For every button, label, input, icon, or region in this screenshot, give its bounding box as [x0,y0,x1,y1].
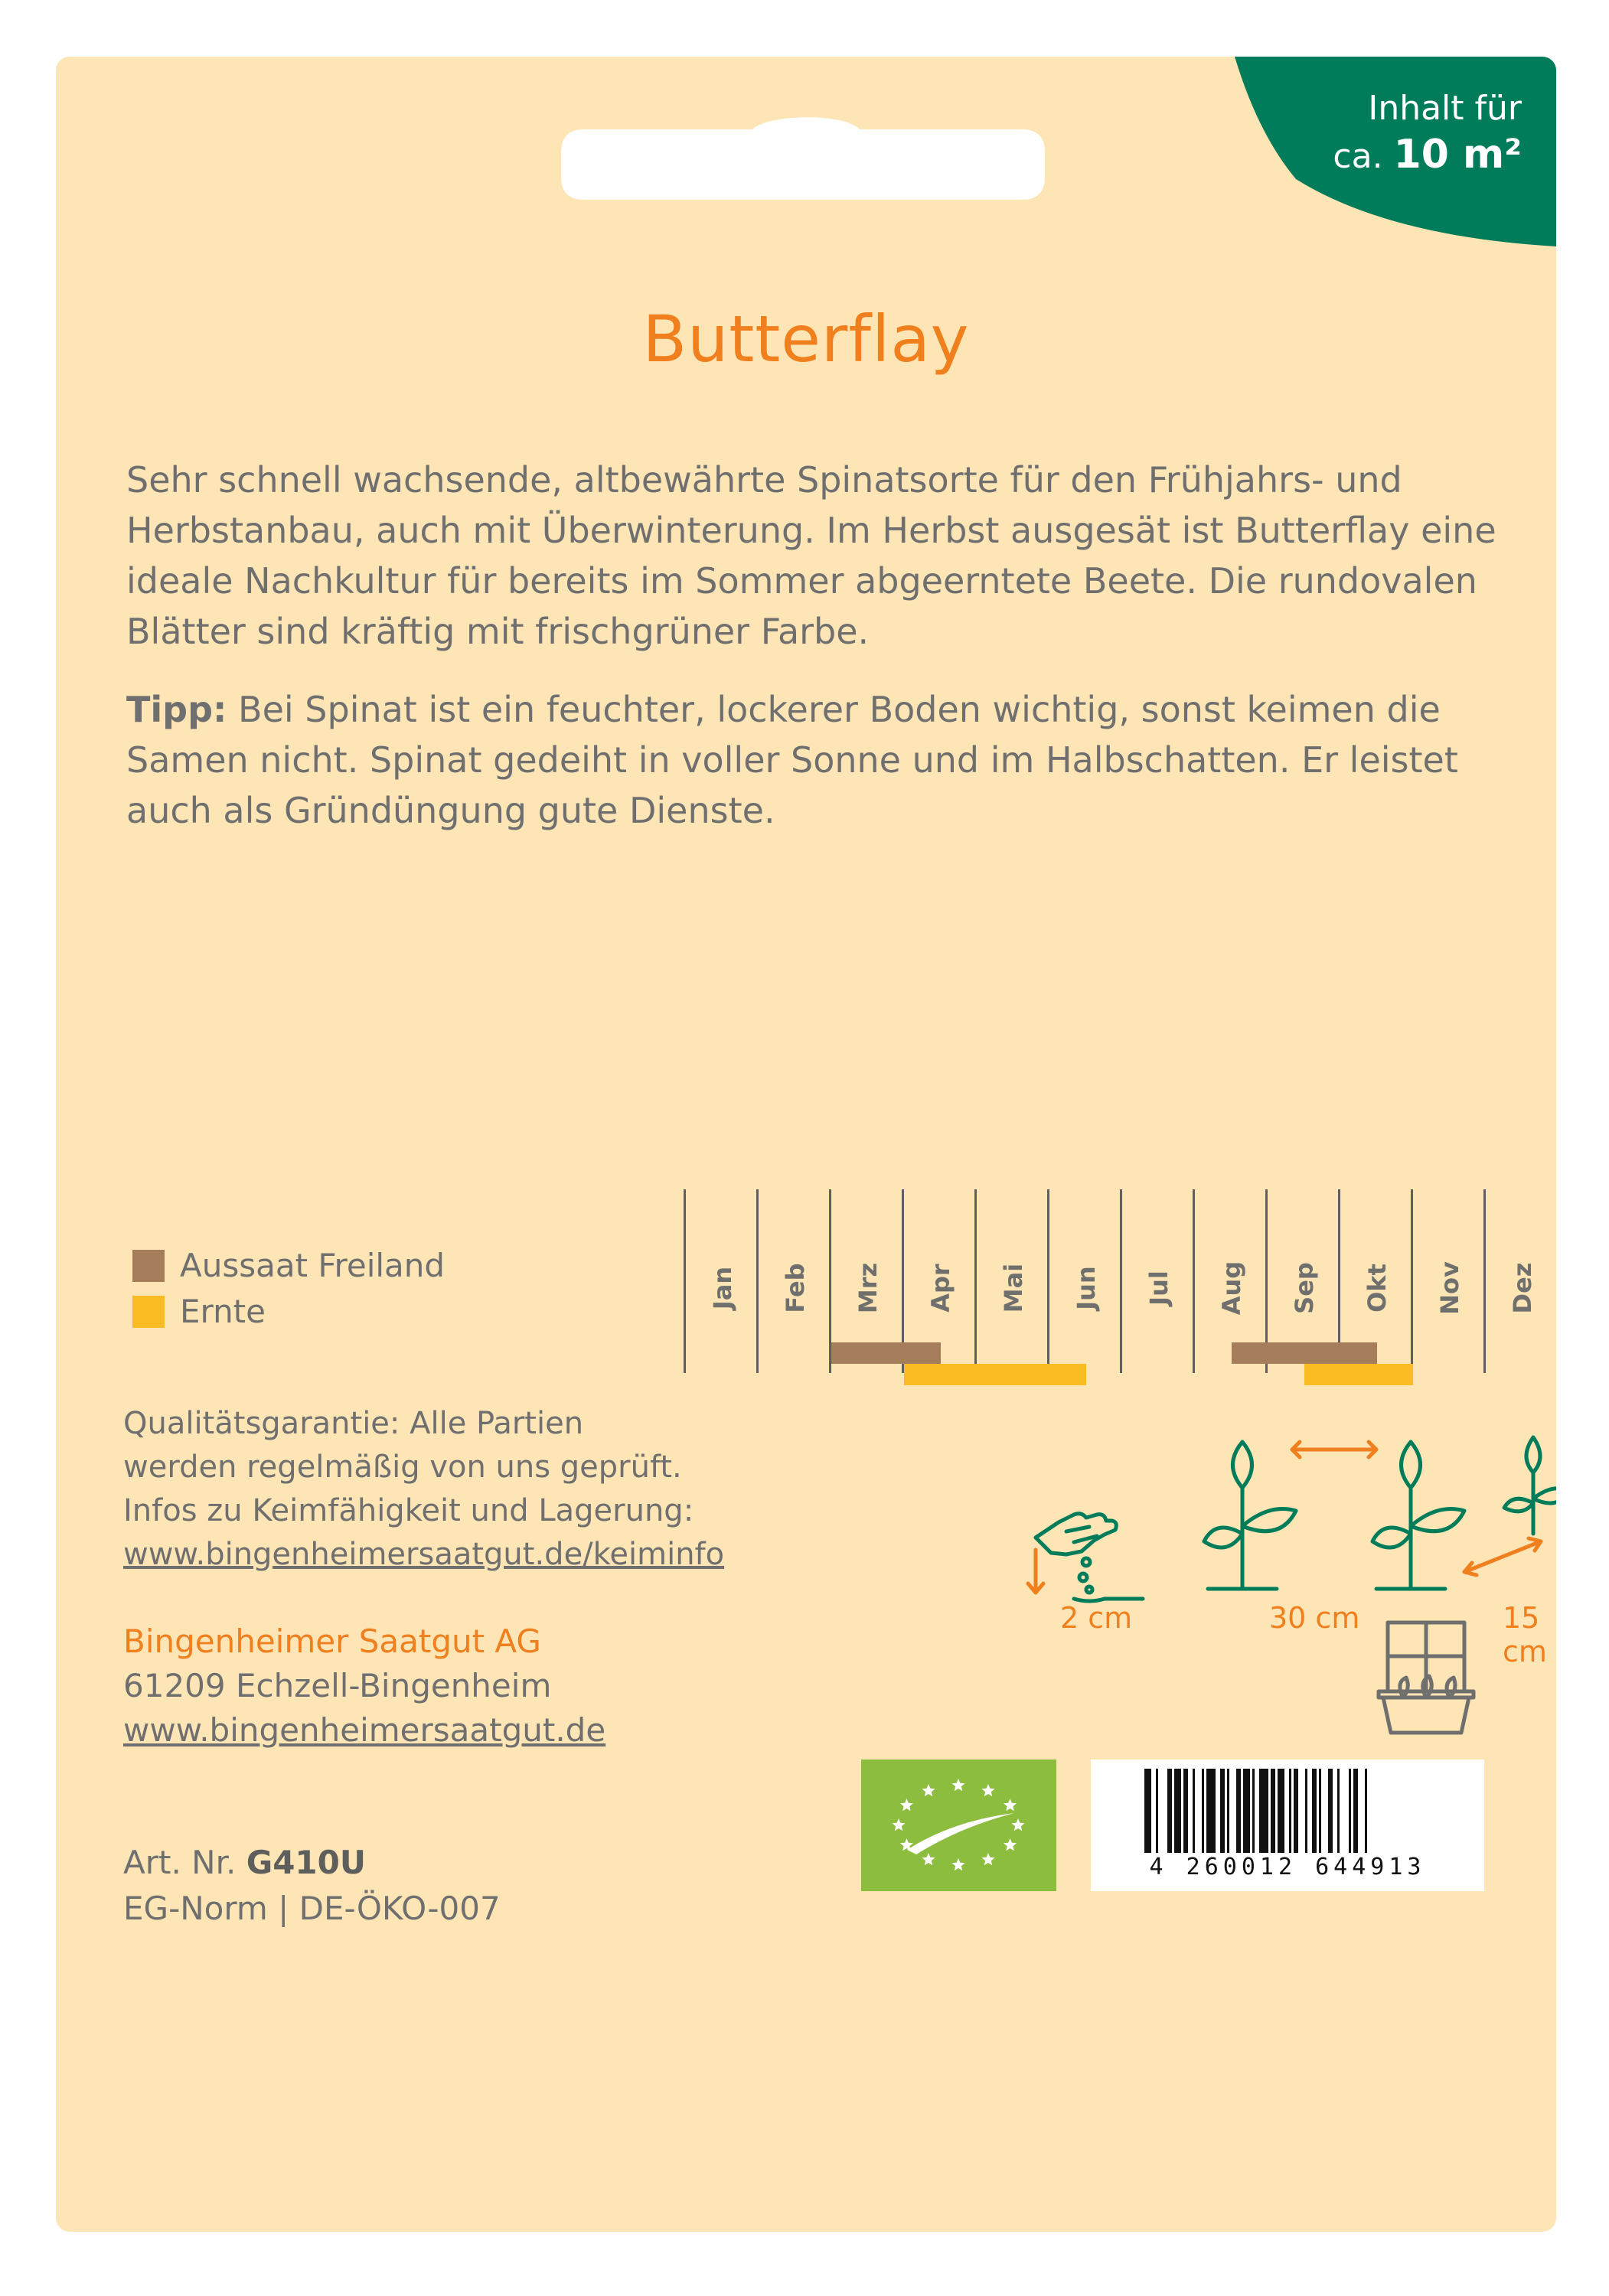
eu-star [922,1784,935,1796]
legend-sowing-label: Aussaat Freiland [180,1247,445,1284]
barcode-bar [1349,1769,1351,1853]
cultivation-tip [126,684,1535,836]
harvest-period-bar [904,1364,1086,1385]
barcode-bar [1365,1769,1367,1853]
month-column [1483,1189,1556,1373]
quality-line-1: Qualitätsgarantie: Alle Partien [123,1406,584,1441]
article-number: G410U [246,1844,366,1881]
barcode-bar [1167,1769,1172,1853]
barcode-bar [1243,1769,1250,1853]
company-address: 61209 Echzell-Bingenheim [123,1667,552,1704]
month-label: Jan [708,1266,737,1310]
month-column [974,1189,1049,1373]
ean-barcode [1091,1760,1484,1891]
barcode-bar [1252,1769,1255,1853]
month-label: Jul [1144,1270,1173,1306]
month-label: Jun [1072,1266,1101,1310]
quality-line-3: Infos zu Keimfähigkeit und Lagerung: [123,1493,694,1528]
barcode-bar [1294,1769,1298,1853]
content-amount [1261,86,1522,180]
harvest-swatch [132,1296,165,1328]
calendar-legend [132,1243,445,1335]
month-label: Sep [1290,1262,1319,1314]
company-name: Bingenheimer Saatgut AG [123,1623,541,1660]
balcony-window-box-icon [1372,1618,1480,1740]
eu-star [900,1799,913,1811]
quality-guarantee [123,1402,724,1577]
barcode-bar [1156,1769,1158,1853]
eu-star [981,1853,994,1865]
barcode-bar [1289,1769,1291,1853]
month-column [756,1189,831,1373]
barcode-bar [1227,1769,1229,1853]
company-url[interactable]: www.bingenheimersaatgut.de [123,1711,606,1749]
sowing-period-bar [831,1342,941,1364]
legend-harvest [132,1289,445,1335]
sowing-calendar [684,1189,1537,1388]
barcode-bar [1183,1769,1188,1853]
harvest-period-bar [1304,1364,1414,1385]
hanging-tab-cutout [561,114,1045,200]
legend-harvest-label: Ernte [180,1293,266,1330]
row-distance-label: 30 cm [1269,1601,1360,1635]
barcode-bar [1202,1769,1204,1853]
month-column [684,1189,759,1373]
article-label: Art. Nr. [123,1844,237,1881]
barcode-bar [1312,1769,1317,1853]
eu-star [1011,1818,1024,1831]
month-column [1047,1189,1122,1373]
eu-star [1004,1838,1017,1851]
eu-star [951,1858,964,1870]
barcode-bar [1144,1769,1151,1853]
keiminfo-link[interactable]: www.bingenheimersaatgut.de/keiminfo [123,1537,725,1572]
month-label: Mrz [853,1262,883,1314]
barcode-bar [1271,1769,1275,1853]
barcode-bar [1328,1769,1333,1853]
variety-title: Butterflay [642,302,970,377]
eu-star [981,1784,994,1796]
seed-packet-back [56,57,1556,2232]
content-label: Inhalt für [1368,89,1522,128]
eu-organic-logo [861,1760,1056,1891]
eu-star [892,1818,905,1831]
month-label: Nov [1435,1261,1464,1315]
company-info [123,1619,605,1753]
legend-sowing [132,1243,445,1289]
month-label: Apr [926,1264,955,1313]
variety-description: Sehr schnell wachsende, altbewährte Spinatsorte für den Frühjahrs- und Herbstanbau, auch mit Überwinterung. Im Herbst ausgesät ist Butterflay eine ideale Nachkultur für bereits im Sommer abgeerntete Beete. Die rundovalen Blätter sind kräftig mit frischgrüner Farbe. [126,459,1496,652]
barcode-bar [1353,1769,1358,1853]
barcode-bar [1236,1769,1241,1853]
month-label: Feb [781,1263,810,1313]
plant-distance-label: 15 cm [1503,1601,1547,1668]
barcode-bar [1193,1769,1195,1853]
sowing-depth-label: 2 cm [1060,1601,1133,1635]
tip-label: Tipp: [126,689,227,730]
plant-row-spacing-icon [1200,1427,1476,1603]
eg-norm: EG-Norm | DE-ÖKO-007 [123,1890,501,1927]
month-label: Mai [999,1263,1028,1313]
article-info [123,1840,501,1932]
barcode-bar [1278,1769,1284,1853]
barcode-digits: 4 260012 644913 [1149,1854,1426,1880]
barcode-bar [1337,1769,1340,1853]
content-value: 10 m² [1393,132,1522,178]
barcode-bar [1206,1769,1216,1853]
month-label: Aug [1217,1261,1246,1316]
tip-text: Bei Spinat ist ein feuchter, lockerer Boden wichtig, sonst keimen die Samen nicht. Spinat gedeiht in voller Sonne und im Halbschatten. Er leistet auch als Gründüngung gute Dienste. [126,689,1458,831]
month-label: Okt [1363,1264,1392,1313]
eu-star [951,1779,964,1791]
barcode-bar [1174,1769,1181,1853]
barcode-bar [1319,1769,1321,1853]
barcode-bar [1220,1769,1225,1853]
quality-line-2: werden regelmäßig von uns geprüft. [123,1450,682,1485]
plant-spacing-icon [1449,1427,1556,1580]
content-prefix: ca. [1333,137,1383,176]
month-label: Dez [1508,1262,1537,1314]
sowing-swatch [132,1250,165,1282]
barcode-bar [1259,1769,1268,1853]
barcode-bar [1305,1769,1307,1853]
eu-star [1004,1799,1017,1811]
month-column [1120,1189,1195,1373]
eu-star [922,1853,935,1865]
sowing-period-bar [1232,1342,1377,1364]
month-column [1411,1189,1486,1373]
